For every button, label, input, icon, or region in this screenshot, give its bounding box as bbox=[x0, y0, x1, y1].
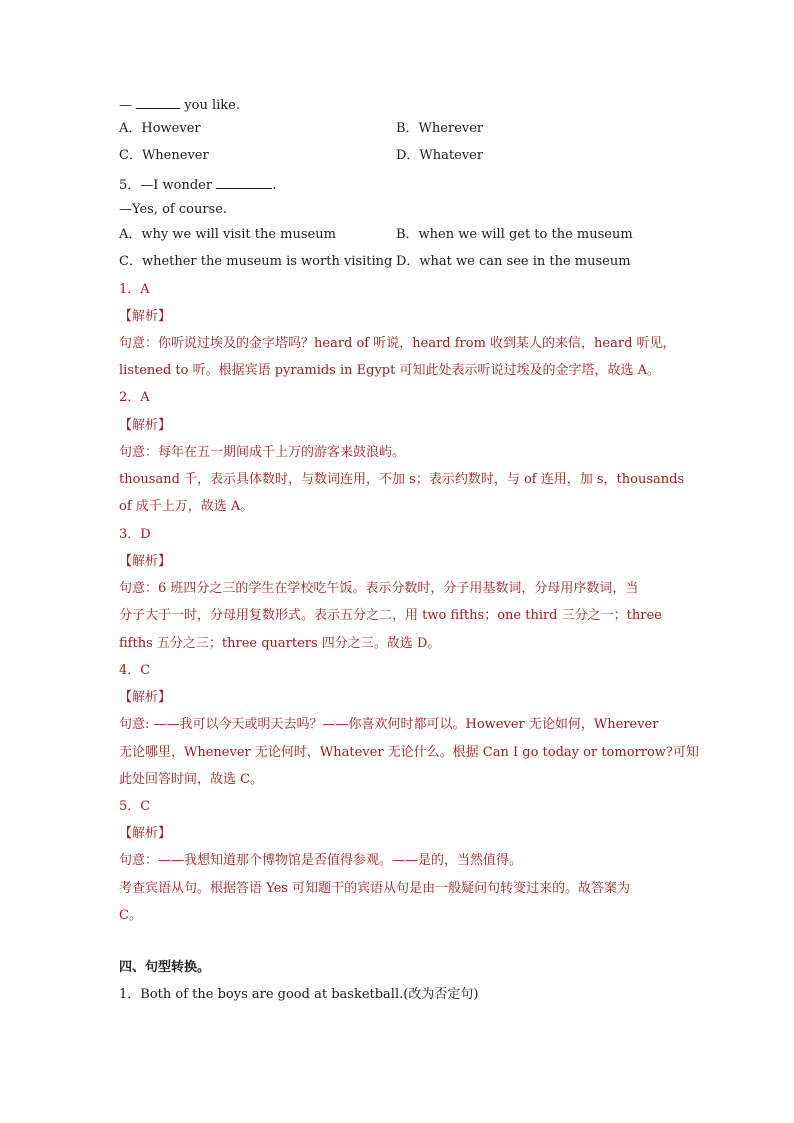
q5-stem: 5．—I wonder . bbox=[119, 178, 277, 193]
analysis-line: of 成千上万，故选 A。 bbox=[119, 499, 254, 514]
analysis-label-2: 【解析】 bbox=[119, 418, 172, 433]
blank bbox=[216, 176, 272, 189]
q4-option-a: A．However bbox=[119, 121, 201, 136]
q5-option-b: B．when we will get to the museum bbox=[396, 227, 633, 242]
analysis-line: 此处回答时间，故选 C。 bbox=[119, 772, 264, 787]
analysis-label-3: 【解析】 bbox=[119, 554, 172, 569]
analysis-line: 分子大于一时，分母用复数形式。表示五分之二，用 two fifths；one third 三分之一；three bbox=[119, 608, 662, 623]
analysis-line: C。 bbox=[119, 908, 142, 923]
analysis-line: fifths 五分之三；three quarters 四分之三。故选 D。 bbox=[119, 636, 441, 651]
analysis-label-1: 【解析】 bbox=[119, 309, 172, 324]
answer-key-5: 5．C bbox=[119, 799, 151, 814]
analysis-line: 句意：你听说过埃及的金字塔吗？heard of 听说，heard from 收到某人的来信，heard 听见， bbox=[119, 336, 676, 351]
answer-key-2: 2．A bbox=[119, 390, 150, 405]
q5-option-d: D．what we can see in the museum bbox=[396, 254, 631, 269]
q4-option-b: B．Wherever bbox=[396, 121, 484, 136]
section4-question-1: 1．Both of the boys are good at basketball.(改为否定句) bbox=[119, 987, 479, 1002]
analysis-line: 考查宾语从句。根据答语 Yes 可知题干的宾语从句是由一般疑问句转变过来的。故答案为 bbox=[119, 881, 631, 896]
q5-option-a: A．why we will visit the museum bbox=[119, 227, 336, 242]
q4-option-d: D．Whatever bbox=[396, 148, 484, 163]
analysis-line: 句意：6 班四分之三的学生在学校吃午饭。表示分数时，分子用基数词，分母用序数词，当 bbox=[119, 581, 639, 596]
q5-option-c: C．whether the museum is worth visiting bbox=[119, 254, 393, 269]
analysis-line: 无论哪里，Whenever 无论何时，Whatever 无论什么。根据 Can I go today or tomorrow?可知 bbox=[119, 745, 699, 760]
answer-key-1: 1．A bbox=[119, 282, 150, 297]
analysis-label-5: 【解析】 bbox=[119, 826, 172, 841]
q5-reply: —Yes, of course. bbox=[119, 202, 228, 217]
section-heading: 四、句型转换。 bbox=[119, 960, 211, 975]
analysis-line: listened to 听。根据宾语 pyramids in Egypt 可知此处表示听说过埃及的金字塔，故选 A。 bbox=[119, 363, 660, 378]
analysis-label-4: 【解析】 bbox=[119, 690, 172, 705]
analysis-line: 句意：每年在五一期间成千上万的游客来鼓浪屿。 bbox=[119, 445, 406, 460]
analysis-line: 句意：——我想知道那个博物馆是否值得参观。——是的，当然值得。 bbox=[119, 853, 523, 868]
answer-key-4: 4．C bbox=[119, 663, 151, 678]
q4-option-c: C．Whenever bbox=[119, 148, 209, 163]
blank bbox=[136, 96, 180, 109]
q4-answer-line: — you like. bbox=[119, 98, 240, 113]
analysis-line: thousand 千，表示具体数时，与数词连用，不加 s；表示约数时，与 of 连用，加 s，thousands bbox=[119, 472, 685, 487]
answer-key-3: 3．D bbox=[119, 527, 151, 542]
analysis-line: 句意: ——我可以今天或明天去吗？——你喜欢何时都可以。However 无论如何，Wherever bbox=[119, 717, 659, 732]
